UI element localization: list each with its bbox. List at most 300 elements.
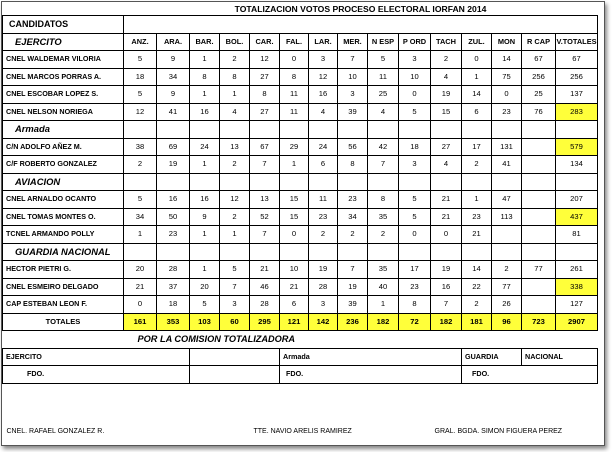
candidates-header: CANDIDATOS [3, 16, 124, 34]
vote-cell: 5 [124, 86, 157, 104]
vote-cell: 1 [462, 68, 492, 86]
vote-cell: 25 [368, 86, 399, 104]
vote-cell: 1 [190, 51, 220, 69]
vote-cell: 21 [462, 226, 492, 244]
vote-cell: 19 [157, 156, 190, 174]
vote-cell: 34 [157, 68, 190, 86]
column-header: LAR. [309, 33, 338, 51]
vote-cell: 28 [250, 296, 280, 314]
column-header: V.TOTALES [556, 33, 598, 51]
vote-cell: 12 [220, 191, 250, 209]
vote-cell: 28 [157, 261, 190, 279]
vote-cell: 4 [431, 156, 462, 174]
vote-cell: 15 [280, 208, 309, 226]
vote-cell: 0 [280, 51, 309, 69]
branch-label-row [3, 348, 598, 366]
branch-ejercito: EJERCITO [3, 348, 190, 366]
vote-cell: 23 [492, 103, 522, 121]
candidate-row [3, 191, 598, 209]
vote-cell: 5 [399, 103, 431, 121]
vote-cell: 7 [338, 261, 368, 279]
vote-cell: 21 [431, 208, 462, 226]
candidate-row [3, 278, 598, 296]
column-header [338, 243, 368, 261]
vote-cell: 23 [157, 226, 190, 244]
vote-cell: 50 [157, 208, 190, 226]
vote-cell: 34 [338, 208, 368, 226]
column-header [157, 121, 190, 139]
section-header-row [3, 121, 598, 139]
header-spacer [124, 16, 598, 34]
candidate-row [3, 208, 598, 226]
vote-cell: 21 [250, 261, 280, 279]
blank-row [3, 383, 598, 424]
vote-cell: 20 [124, 261, 157, 279]
vote-cell: 5 [124, 51, 157, 69]
fdo-ejercito: FDO. [3, 366, 190, 384]
totals-cell: 121 [280, 313, 309, 331]
branch-nacional: NACIONAL [522, 348, 598, 366]
candidate-name: TCNEL ARMANDO POLLY [3, 226, 124, 244]
vote-cell [522, 226, 556, 244]
candidate-total: 283 [556, 103, 598, 121]
vote-cell: 16 [157, 191, 190, 209]
vote-cell: 3 [399, 51, 431, 69]
vote-cell: 8 [399, 296, 431, 314]
vote-cell: 27 [431, 138, 462, 156]
vote-cell: 42 [368, 138, 399, 156]
signatures-row [3, 424, 598, 441]
vote-cell: 35 [368, 261, 399, 279]
column-header [556, 173, 598, 191]
candidate-total: 437 [556, 208, 598, 226]
vote-cell: 2 [462, 156, 492, 174]
vote-cell [522, 208, 556, 226]
section-header-row [3, 243, 598, 261]
signature-armada: TTE. NAVIO ARELIS RAMIREZ [253, 427, 352, 435]
column-header: MON [492, 33, 522, 51]
totals-label: TOTALES [3, 313, 124, 331]
signature-ejercito: CNEL. RAFAEL GONZALEZ R. [6, 427, 105, 435]
column-header [309, 121, 338, 139]
vote-cell: 8 [190, 68, 220, 86]
vote-cell: 2 [124, 156, 157, 174]
vote-cell: 5 [124, 191, 157, 209]
column-header [220, 243, 250, 261]
vote-cell: 21 [124, 278, 157, 296]
column-header [338, 121, 368, 139]
column-header [399, 121, 431, 139]
totals-cell: 142 [309, 313, 338, 331]
vote-cell: 25 [522, 86, 556, 104]
column-header: CAR. [250, 33, 280, 51]
vote-cell: 0 [124, 296, 157, 314]
vote-cell: 9 [190, 208, 220, 226]
signature-guardia: GRAL. BGDA. SIMON FIGUERA PEREZ [434, 427, 563, 435]
vote-cell: 19 [431, 261, 462, 279]
candidate-row [3, 86, 598, 104]
vote-cell: 10 [338, 68, 368, 86]
vote-cell: 1 [190, 86, 220, 104]
column-header [368, 173, 399, 191]
tally-table [2, 2, 598, 440]
candidate-name: C/N ADOLFO AÑEZ M. [3, 138, 124, 156]
column-header [220, 173, 250, 191]
candidate-total: 67 [556, 51, 598, 69]
fdo-spacer [190, 366, 280, 384]
vote-cell: 28 [309, 278, 338, 296]
column-header [431, 121, 462, 139]
fdo-armada: FDO. [280, 366, 462, 384]
totals-cell: 72 [399, 313, 431, 331]
vote-cell: 23 [338, 191, 368, 209]
column-header [250, 173, 280, 191]
vote-cell: 18 [399, 138, 431, 156]
column-header: N ESP [368, 33, 399, 51]
column-header [220, 121, 250, 139]
vote-cell: 46 [250, 278, 280, 296]
vote-cell: 19 [309, 261, 338, 279]
column-header [368, 243, 399, 261]
vote-cell: 13 [250, 191, 280, 209]
vote-cell: 1 [190, 156, 220, 174]
vote-cell: 17 [462, 138, 492, 156]
vote-cell: 3 [220, 296, 250, 314]
column-header: MER. [338, 33, 368, 51]
commission-row [3, 331, 598, 349]
column-header: TACH [431, 33, 462, 51]
vote-cell: 9 [157, 51, 190, 69]
vote-cell: 4 [431, 68, 462, 86]
candidate-row [3, 296, 598, 314]
vote-cell: 15 [431, 103, 462, 121]
vote-cell [492, 226, 522, 244]
column-header [368, 121, 399, 139]
column-header: FAL. [280, 33, 309, 51]
vote-cell: 12 [309, 68, 338, 86]
column-header [492, 121, 522, 139]
vote-cell: 256 [522, 68, 556, 86]
vote-cell: 17 [399, 261, 431, 279]
vote-cell: 0 [280, 226, 309, 244]
vote-cell: 3 [309, 51, 338, 69]
sheet-title: TOTALIZACION VOTOS PROCESO ELECTORAL IORFAN 2014 [124, 2, 598, 16]
fdo-guardia: FDO. [462, 366, 598, 384]
vote-cell: 1 [190, 261, 220, 279]
candidate-name: CNEL ESMEIRO DELGADO [3, 278, 124, 296]
vote-cell: 2 [220, 208, 250, 226]
column-header: R CAP [522, 33, 556, 51]
vote-cell: 8 [280, 68, 309, 86]
vote-cell: 6 [280, 296, 309, 314]
vote-cell: 77 [492, 278, 522, 296]
vote-cell: 11 [280, 103, 309, 121]
vote-cell: 37 [157, 278, 190, 296]
candidate-total: 338 [556, 278, 598, 296]
candidate-row [3, 68, 598, 86]
vote-cell: 12 [250, 51, 280, 69]
column-header [309, 243, 338, 261]
vote-cell: 67 [250, 138, 280, 156]
vote-cell: 5 [399, 208, 431, 226]
vote-cell: 2 [368, 226, 399, 244]
totals-cell: 182 [431, 313, 462, 331]
vote-cell: 16 [309, 86, 338, 104]
vote-cell: 35 [368, 208, 399, 226]
column-header [157, 173, 190, 191]
candidate-name: C/F ROBERTO GONZALEZ [3, 156, 124, 174]
column-header [492, 243, 522, 261]
candidate-name: CNEL MARCOS PORRAS A. [3, 68, 124, 86]
vote-cell: 67 [522, 51, 556, 69]
candidate-total: 134 [556, 156, 598, 174]
vote-cell: 15 [280, 191, 309, 209]
candidate-row [3, 226, 598, 244]
vote-cell: 5 [399, 191, 431, 209]
candidate-total: 261 [556, 261, 598, 279]
vote-cell: 18 [157, 296, 190, 314]
column-header: ZUL. [462, 33, 492, 51]
vote-cell: 11 [368, 68, 399, 86]
vote-cell: 69 [157, 138, 190, 156]
vote-cell: 1 [124, 226, 157, 244]
vote-cell: 5 [190, 296, 220, 314]
vote-cell: 4 [368, 103, 399, 121]
column-header [556, 121, 598, 139]
commission-spacer [3, 331, 124, 349]
vote-cell [522, 138, 556, 156]
vote-tally-sheet [1, 1, 605, 446]
vote-cell: 3 [338, 86, 368, 104]
branch-armada: Armada [280, 348, 462, 366]
vote-cell: 2 [492, 261, 522, 279]
section-label: AVIACION [3, 173, 124, 191]
vote-cell: 6 [309, 156, 338, 174]
vote-cell: 2 [220, 51, 250, 69]
totals-cell: 182 [368, 313, 399, 331]
column-header: BAR. [190, 33, 220, 51]
section-label: GUARDIA NACIONAL [3, 243, 124, 261]
column-header [309, 173, 338, 191]
column-header [399, 173, 431, 191]
column-header [190, 121, 220, 139]
vote-cell: 2 [338, 226, 368, 244]
totals-cell: 723 [522, 313, 556, 331]
vote-cell: 18 [124, 68, 157, 86]
column-header [522, 173, 556, 191]
column-header: P ORD [399, 33, 431, 51]
column-header [124, 121, 157, 139]
candidate-row [3, 103, 598, 121]
vote-cell: 20 [190, 278, 220, 296]
column-header [157, 243, 190, 261]
column-header [124, 173, 157, 191]
vote-cell: 113 [492, 208, 522, 226]
totals-row [3, 313, 598, 331]
vote-cell: 0 [462, 51, 492, 69]
vote-cell: 1 [190, 226, 220, 244]
vote-cell [522, 296, 556, 314]
vote-cell: 19 [431, 86, 462, 104]
vote-cell: 40 [368, 278, 399, 296]
section-header-row [3, 173, 598, 191]
totals-cell: 103 [190, 313, 220, 331]
column-header [250, 243, 280, 261]
candidate-total: 207 [556, 191, 598, 209]
vote-cell: 14 [462, 261, 492, 279]
vote-cell: 9 [157, 86, 190, 104]
column-header [280, 243, 309, 261]
vote-cell: 4 [309, 103, 338, 121]
vote-cell: 22 [462, 278, 492, 296]
vote-cell [522, 156, 556, 174]
candidate-row [3, 51, 598, 69]
vote-cell: 0 [399, 86, 431, 104]
candidate-row [3, 261, 598, 279]
column-header [462, 121, 492, 139]
branch-spacer [190, 348, 280, 366]
vote-cell: 24 [309, 138, 338, 156]
candidate-total: 256 [556, 68, 598, 86]
vote-cell [522, 191, 556, 209]
vote-cell: 2 [462, 296, 492, 314]
totals-cell: 60 [220, 313, 250, 331]
vote-cell: 3 [309, 296, 338, 314]
candidate-total: 127 [556, 296, 598, 314]
vote-cell: 23 [309, 208, 338, 226]
totals-cell: 353 [157, 313, 190, 331]
vote-cell: 12 [124, 103, 157, 121]
vote-cell: 47 [492, 191, 522, 209]
vote-cell: 5 [220, 261, 250, 279]
vote-cell: 0 [492, 86, 522, 104]
candidate-name: CNEL ARNALDO OCANTO [3, 191, 124, 209]
vote-cell: 2 [309, 226, 338, 244]
column-header [522, 121, 556, 139]
grand-total: 2907 [556, 313, 598, 331]
totals-cell: 161 [124, 313, 157, 331]
column-header [556, 243, 598, 261]
vote-cell: 38 [124, 138, 157, 156]
candidate-total: 137 [556, 86, 598, 104]
vote-cell: 39 [338, 103, 368, 121]
vote-cell: 7 [338, 51, 368, 69]
vote-cell: 34 [124, 208, 157, 226]
vote-cell: 77 [522, 261, 556, 279]
vote-cell: 21 [280, 278, 309, 296]
section-header-row [3, 33, 598, 51]
vote-cell: 7 [431, 296, 462, 314]
column-header: BOL. [220, 33, 250, 51]
signature-label-row [3, 366, 598, 384]
title-spacer [3, 2, 124, 16]
vote-cell: 56 [338, 138, 368, 156]
vote-cell: 0 [399, 226, 431, 244]
vote-cell: 8 [220, 68, 250, 86]
vote-cell: 16 [190, 191, 220, 209]
totals-cell: 236 [338, 313, 368, 331]
vote-cell: 52 [250, 208, 280, 226]
column-header [338, 173, 368, 191]
section-label: Armada [3, 121, 124, 139]
vote-cell: 41 [157, 103, 190, 121]
vote-cell: 26 [492, 296, 522, 314]
vote-cell: 1 [220, 226, 250, 244]
candidate-total: 81 [556, 226, 598, 244]
column-header [280, 121, 309, 139]
column-header [250, 121, 280, 139]
candidate-name: CAP ESTEBAN LEON F. [3, 296, 124, 314]
column-header [399, 243, 431, 261]
column-header [280, 173, 309, 191]
vote-cell: 131 [492, 138, 522, 156]
candidate-total: 579 [556, 138, 598, 156]
candidate-row [3, 156, 598, 174]
totals-cell: 181 [462, 313, 492, 331]
vote-cell: 4 [220, 103, 250, 121]
vote-cell: 41 [492, 156, 522, 174]
branch-guardia: GUARDIA [462, 348, 522, 366]
column-header [462, 243, 492, 261]
column-header: ARA. [157, 33, 190, 51]
vote-cell: 16 [431, 278, 462, 296]
vote-cell: 16 [190, 103, 220, 121]
totals-cell: 96 [492, 313, 522, 331]
column-header [522, 243, 556, 261]
candidate-name: CNEL TOMAS MONTES O. [3, 208, 124, 226]
commission-title: POR LA COMISION TOTALIZADORA [137, 334, 296, 345]
candidate-name: CNEL NELSON NORIEGA [3, 103, 124, 121]
vote-cell: 3 [399, 156, 431, 174]
vote-cell: 24 [190, 138, 220, 156]
vote-cell: 7 [250, 156, 280, 174]
vote-cell: 1 [368, 296, 399, 314]
column-header [124, 243, 157, 261]
section-label: EJERCITO [3, 33, 124, 51]
column-header [492, 173, 522, 191]
vote-cell: 23 [462, 208, 492, 226]
vote-cell: 14 [492, 51, 522, 69]
column-header [431, 173, 462, 191]
vote-cell: 1 [280, 156, 309, 174]
vote-cell: 11 [309, 191, 338, 209]
vote-cell: 11 [280, 86, 309, 104]
vote-cell: 76 [522, 103, 556, 121]
title-row [3, 2, 598, 16]
vote-cell: 10 [280, 261, 309, 279]
column-header [431, 243, 462, 261]
vote-cell: 27 [250, 103, 280, 121]
vote-cell: 1 [462, 191, 492, 209]
vote-cell: 27 [250, 68, 280, 86]
vote-cell: 0 [431, 226, 462, 244]
vote-cell: 39 [338, 296, 368, 314]
candidates-header-row [3, 16, 598, 34]
vote-cell: 5 [368, 51, 399, 69]
vote-cell: 7 [368, 156, 399, 174]
vote-cell: 13 [220, 138, 250, 156]
vote-cell: 21 [431, 191, 462, 209]
vote-cell: 6 [462, 103, 492, 121]
vote-cell: 7 [250, 226, 280, 244]
vote-cell: 8 [250, 86, 280, 104]
vote-cell: 14 [462, 86, 492, 104]
vote-cell: 8 [368, 191, 399, 209]
vote-cell: 8 [338, 156, 368, 174]
vote-cell: 29 [280, 138, 309, 156]
candidate-row [3, 138, 598, 156]
column-header [190, 173, 220, 191]
